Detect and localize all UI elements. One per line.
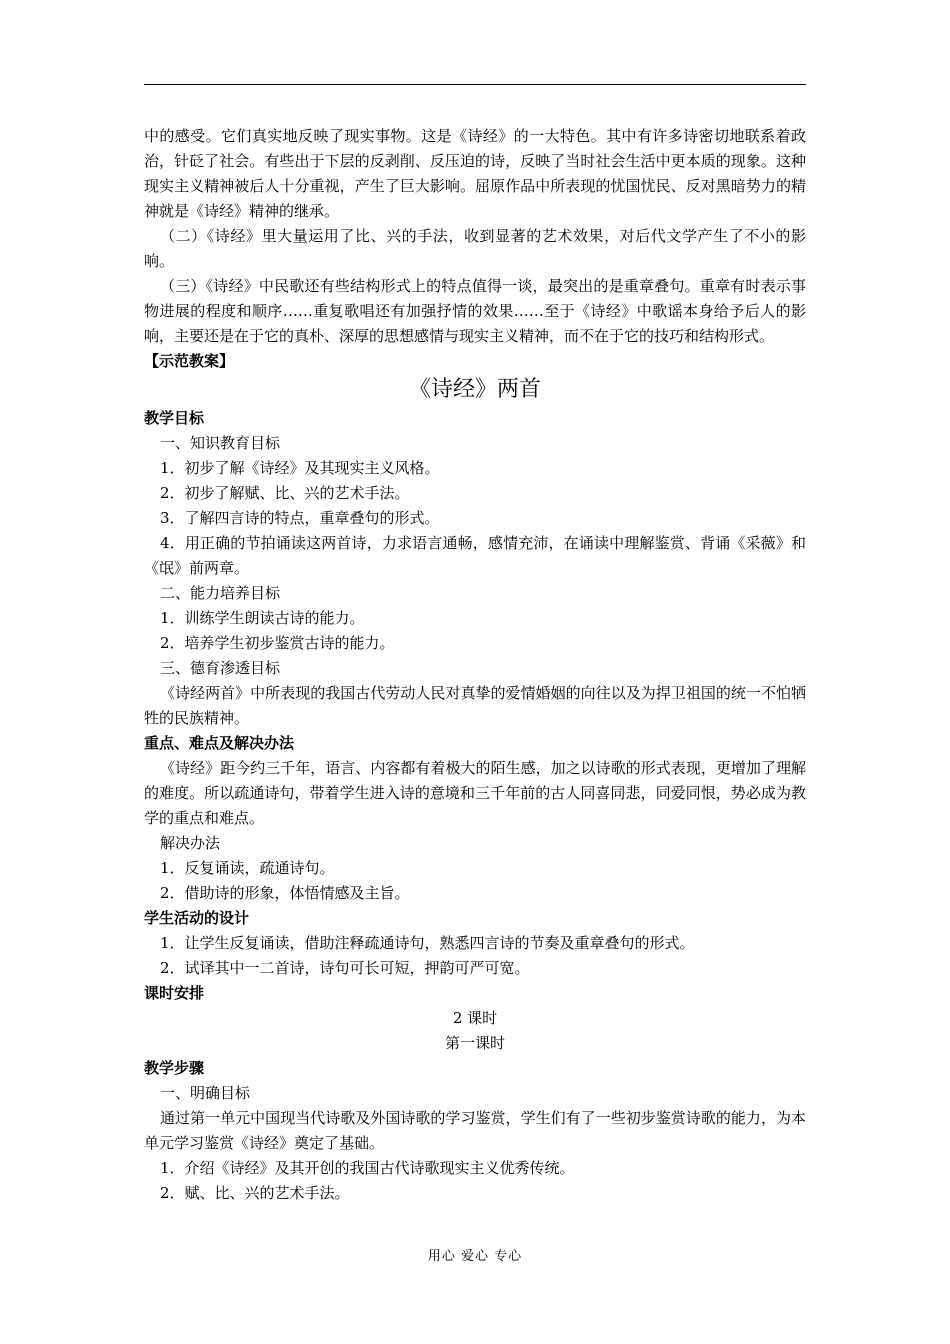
difficulty-heading: 重点、难点及解决办法 xyxy=(144,734,295,752)
goals-heading: 教学目标 xyxy=(144,409,205,427)
sample-label: 【示范教案】 xyxy=(144,352,235,370)
document-body xyxy=(144,124,806,1206)
moral-heading: 三、德育渗透目标 xyxy=(160,659,281,677)
ability-item: 2．培养学生初步鉴赏古诗的能力。 xyxy=(160,634,395,652)
steps-heading: 教学步骤 xyxy=(144,1059,205,1077)
moral-text: 《诗经两首》中所表现的我国古代劳动人民对真挚的爱情婚姻的向往以及为捍卫祖国的统一不怕牺牲的民族精神。 xyxy=(144,684,806,727)
activity-heading: 学生活动的设计 xyxy=(144,909,250,927)
knowledge-item: 1．初步了解《诗经》及其现实主义风格。 xyxy=(160,459,440,477)
steps-item: 2．赋、比、兴的艺术手法。 xyxy=(160,1184,350,1202)
knowledge-item: 4．用正确的节拍诵读这两首诗，力求语言通畅，感情充沛，在诵读中理解鉴赏、背诵《采薇》和《氓》前两章。 xyxy=(144,534,806,577)
intro-paragraph-1: 中的感受。它们真实地反映了现实事物。这是《诗经》的一大特色。其中有许多诗密切地联系着政治，针砭了社会。有些出于下层的反剥削、反压迫的诗，反映了当时社会生活中更本质的现象。这种现实主义精神被后人十分重视，产生了巨大影响。屈原作品中所表现的忧国忧民、反对黑暗势力的精神就是《诗经》精神的继承。 xyxy=(144,127,806,220)
ability-item: 1．训练学生朗读古诗的能力。 xyxy=(160,609,365,627)
steps-subheading: 一、明确目标 xyxy=(160,1084,251,1102)
knowledge-item: 2．初步了解赋、比、兴的艺术手法。 xyxy=(160,484,410,502)
solution-item: 1．反复诵读，疏通诗句。 xyxy=(160,859,335,877)
page-title: 《诗经》两首 xyxy=(408,377,541,402)
intro-paragraph-3: （三）《诗经》中民歌还有些结构形式上的特点值得一谈，最突出的是重章叠句。重章有时表示事物进展的程度和顺序……重复歌唱还有加强抒情的效果……至于《诗经》中歌谣本身给予后人的影响，主要还是在于它的真朴、深厚的思想感情与现实主义精神，而不在于它的技巧和结构形式。 xyxy=(144,277,806,345)
schedule-hours: 2 课时 xyxy=(452,1009,498,1027)
activity-item: 1．让学生反复诵读，借助注释疏通诗句，熟悉四言诗的节奏及重章叠句的形式。 xyxy=(160,934,695,952)
first-lesson-label: 第一课时 xyxy=(444,1034,505,1052)
knowledge-heading: 一、知识教育目标 xyxy=(160,434,281,452)
difficulty-text: 《诗经》距今约三千年，语言、内容都有着极大的陌生感，加之以诗歌的形式表现，更增加了理解的难度。所以疏通诗句，带着学生进入诗的意境和三千年前的古人同喜同悲，同爱同恨，势必成为教学的重点和难点。 xyxy=(144,759,806,827)
solution-heading: 解决办法 xyxy=(160,834,221,852)
steps-text: 通过第一单元中国现当代诗歌及外国诗歌的学习鉴赏，学生们有了一些初步鉴赏诗歌的能力，为本单元学习鉴赏《诗经》奠定了基础。 xyxy=(144,1109,806,1152)
page-footer: 用心 爱心 专心 xyxy=(427,1249,523,1264)
schedule-heading: 课时安排 xyxy=(144,984,205,1002)
knowledge-item: 3．了解四言诗的特点，重章叠句的形式。 xyxy=(160,509,440,527)
activity-item: 2．试译其中一二首诗，诗句可长可短，押韵可严可宽。 xyxy=(160,959,530,977)
header-rule xyxy=(144,84,806,85)
ability-heading: 二、能力培养目标 xyxy=(160,584,281,602)
intro-paragraph-2: （二）《诗经》里大量运用了比、兴的手法，收到显著的艺术效果，对后代文学产生了不小的影响。 xyxy=(144,227,806,270)
solution-item: 2．借助诗的形象，体悟情感及主旨。 xyxy=(160,884,410,902)
steps-item: 1．介绍《诗经》及其开创的我国古代诗歌现实主义优秀传统。 xyxy=(160,1159,575,1177)
